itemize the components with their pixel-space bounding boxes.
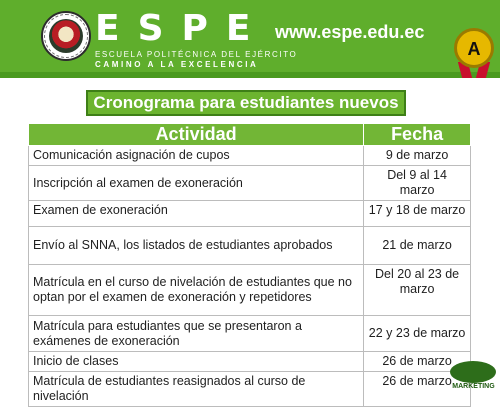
title-box [86,90,406,116]
table-row [29,316,471,352]
cell-actividad: Examen de exoneración [29,201,364,227]
cell-actividad: Matrícula de estudiantes reasignados al curso de nivelación [29,372,364,407]
cell-actividad: Inscripción al examen de exoneración [29,166,364,201]
cell-fecha: 21 de marzo [364,227,471,265]
badge-letter: A [467,39,481,59]
column-header-fecha: Fecha [364,124,471,146]
cell-fecha: 9 de marzo [364,146,471,166]
certification-badge-icon [452,28,496,78]
cell-fecha: 17 y 18 de marzo [364,201,471,227]
table-row [29,166,471,201]
marketing-logo-icon [447,357,500,397]
cell-fecha: 26 de marzo [364,372,471,407]
brand-subtitle: ESCUELA POLITÉCNICA DEL EJÉRCITO [95,50,298,59]
cell-actividad: Comunicación asignación de cupos [29,146,364,166]
espe-seal-icon [41,11,91,61]
brand-name: ESPE [95,8,269,49]
page-title: Cronograma para estudiantes nuevos [93,93,399,112]
header-banner [0,0,500,78]
table-row [29,265,471,316]
cell-actividad: Matrícula para estudiantes que se presentaron a exámenes de exoneración [29,316,364,352]
table-row [29,227,471,265]
brand-block [95,10,297,70]
cell-fecha: Del 9 al 14 marzo [364,166,471,201]
table-row [29,201,471,227]
website-link[interactable]: www.espe.edu.ec [275,22,425,42]
table-row [29,372,471,407]
cell-fecha: 22 y 23 de marzo [364,316,471,352]
brand-motto: CAMINO A LA EXCELENCIA [95,60,259,69]
cell-fecha: 26 de marzo [364,352,471,372]
column-header-actividad: Actividad [29,124,364,146]
marketing-logo-text: MARKETING [452,383,495,390]
cell-actividad: Inicio de clases [29,352,364,372]
table-row [29,352,471,372]
table-header-row [29,124,471,146]
cell-fecha: Del 20 al 23 de marzo [364,265,471,316]
cell-actividad: Matrícula en el curso de nivelación de estudiantes que no optan por el examen de exoneración y repetidores [29,265,364,316]
schedule-panel [22,78,477,417]
cell-actividad: Envío al SNNA, los listados de estudiantes aprobados [29,227,364,265]
seal-emblem [49,19,83,53]
marketing-swoosh [450,361,496,383]
schedule-table [28,123,471,407]
table-row [29,146,471,166]
badge-disc [454,28,494,68]
